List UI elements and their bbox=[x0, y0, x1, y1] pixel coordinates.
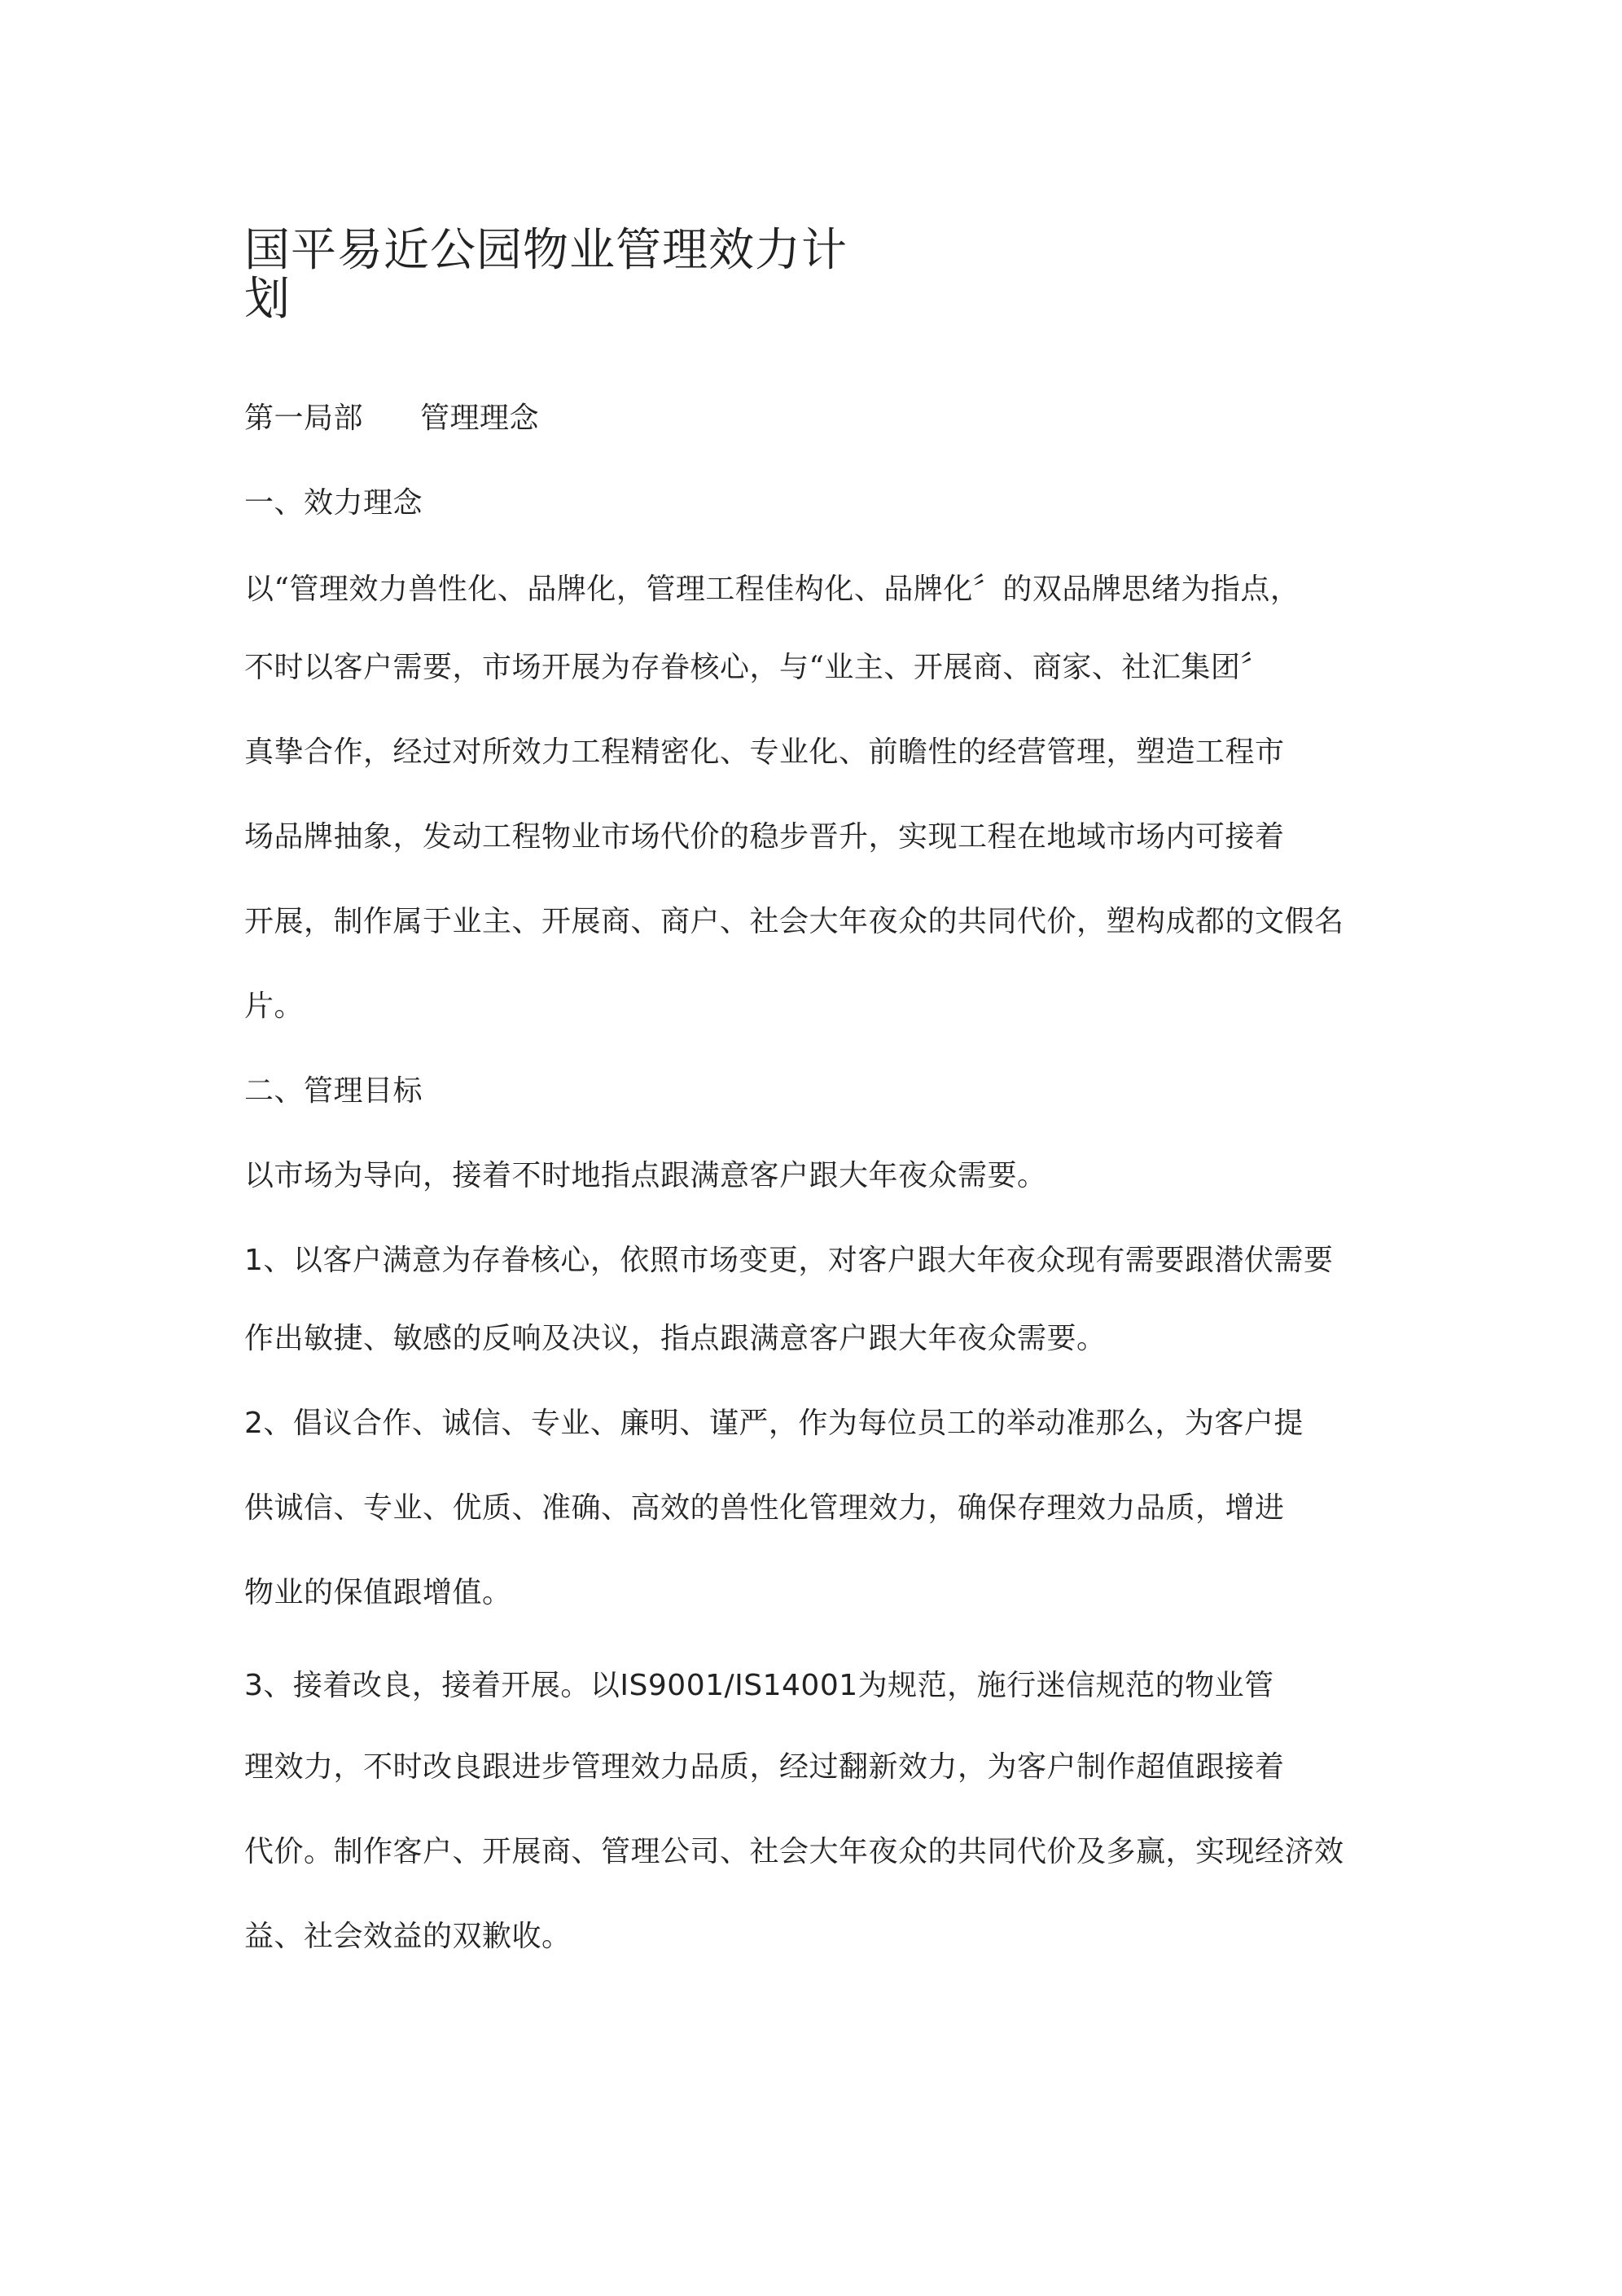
section-heading-2: 二、管理目标 bbox=[244, 1074, 423, 1108]
list-item-3-line bbox=[244, 1666, 1274, 1706]
document-title-line-2: 划 bbox=[244, 273, 291, 326]
paragraph-line: 供诚信、专业、优质、准确、高效的兽性化管理效力，确保存理效力品质，增进 bbox=[244, 1491, 1285, 1525]
list-item-text: 为规范，施行迷信规范的物业管 bbox=[857, 1669, 1274, 1702]
paragraph-line: 代价。制作客户、开展商、管理公司、社会大年夜众的共同代价及多赢，实现经济效 bbox=[244, 1835, 1344, 1868]
paragraph-line: 物业的保值跟增值。 bbox=[244, 1576, 512, 1609]
part-label: 第一局部 bbox=[244, 402, 364, 435]
standard-code: IS9001/IS14001 bbox=[620, 1669, 858, 1702]
paragraph-line: 开展，制作属于业主、开展商、商户、社会大年夜众的共同代价，塑构成都的文假名 bbox=[244, 905, 1344, 938]
paragraph-line: 理效力，不时改良跟进步管理效力品质，经过翻新效力，为客户制作超值跟接着 bbox=[244, 1750, 1285, 1784]
paragraph-line: 益、社会效益的双歉收。 bbox=[244, 1920, 572, 1953]
part-name: 管理理念 bbox=[420, 402, 540, 435]
list-item-number: 1 bbox=[244, 1244, 264, 1277]
paragraph-line: 场品牌抽象，发动工程物业市场代价的稳步晋升，实现工程在地域市场内可接着 bbox=[244, 820, 1285, 854]
paragraph-line: 作出敏捷、敏感的反响及决议，指点跟满意客户跟大年夜众需要。 bbox=[244, 1322, 1107, 1355]
paragraph-line: 真挚合作，经过对所效力工程精密化、专业化、前瞻性的经营管理，塑造工程市 bbox=[244, 735, 1285, 769]
section-heading-1: 一、效力理念 bbox=[244, 486, 423, 520]
list-item-number: 2 bbox=[244, 1407, 264, 1440]
list-item-text: 、接着改良，接着开展。以 bbox=[263, 1669, 620, 1702]
paragraph-line: 以市场为导向，接着不时地指点跟满意客户跟大年夜众需要。 bbox=[244, 1159, 1047, 1192]
list-item-number: 3 bbox=[244, 1669, 264, 1702]
paragraph-line: 片。 bbox=[244, 990, 305, 1023]
list-item-text: 、以客户满意为存眷核心，依照市场变更，对客户跟大年夜众现有需要跟潜伏需要 bbox=[263, 1244, 1334, 1277]
paragraph-line: 以“管理效力兽性化、品牌化，管理工程佳构化、品牌化〞的双品牌思绪为指点， bbox=[244, 573, 1300, 606]
list-item-text: 、倡议合作、诚信、专业、廉明、谨严，作为每位员工的举动准那么，为客户提 bbox=[263, 1407, 1304, 1440]
document-title-line-1: 国平易近公园物业管理效力计 bbox=[244, 224, 848, 277]
part-heading bbox=[244, 399, 539, 438]
list-item-2-line bbox=[244, 1404, 1304, 1443]
paragraph-line: 不时以客户需要，市场开展为存眷核心，与“业主、开展商、商家、社汇集团〞 bbox=[244, 651, 1270, 684]
list-item-1-line bbox=[244, 1241, 1333, 1280]
